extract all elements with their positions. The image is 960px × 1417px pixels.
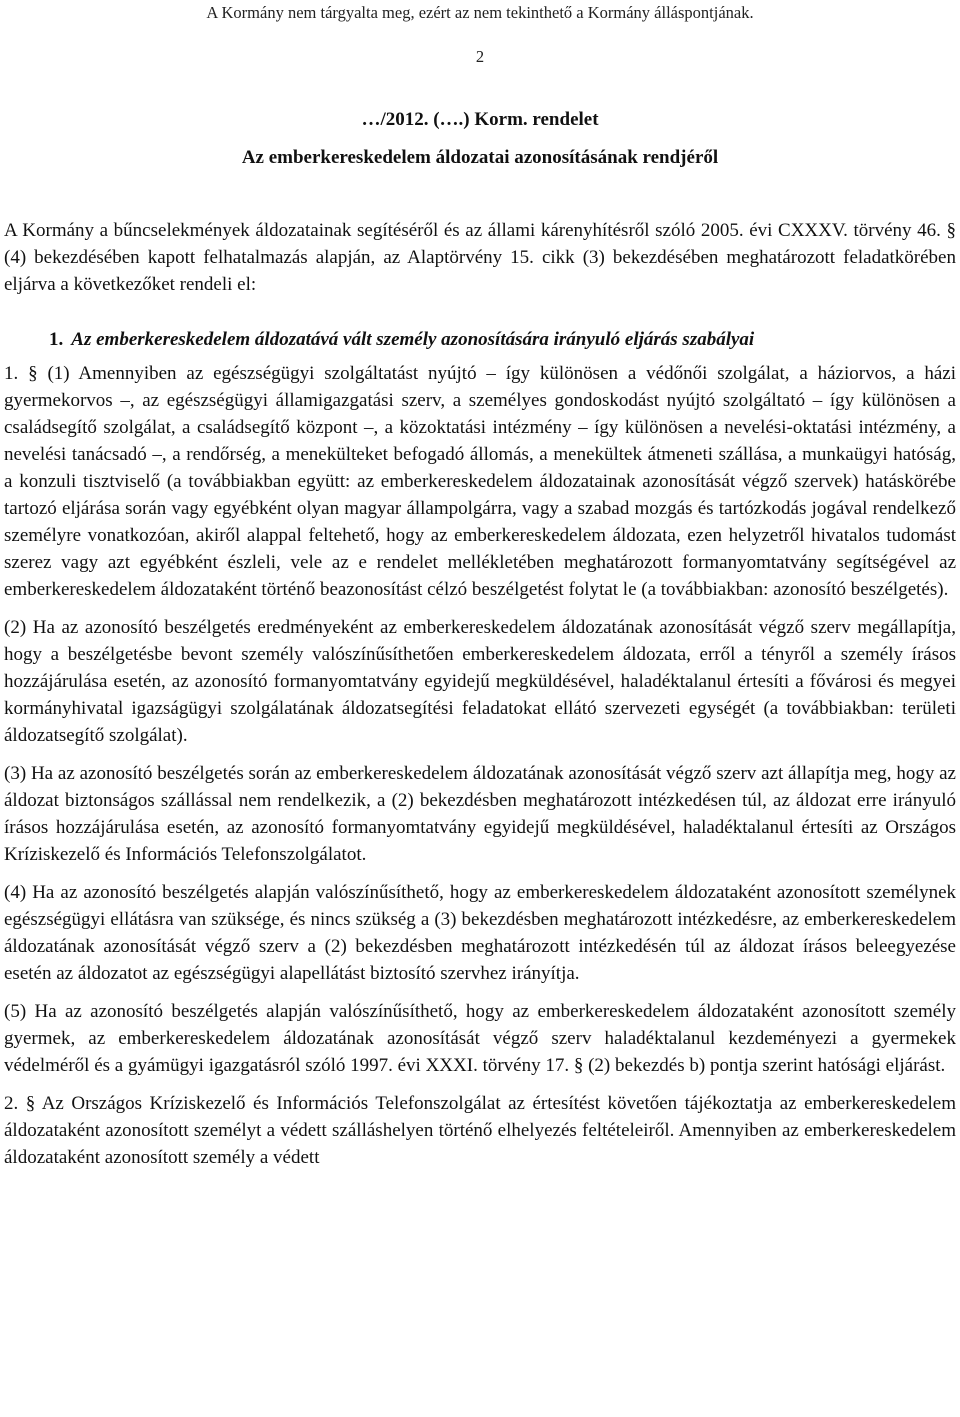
document-header-notice: A Kormány nem tárgyalta meg, ezért az nem tekinthető a Kormány álláspontjának. — [206, 3, 754, 22]
document-page — [4, 0, 956, 1171]
paragraph-1-3: (3) Ha az azonosító beszélgetés során az emberkereskedelem áldozatának azonosítását végző szerv azt állapítja meg, hogy az áldozat biztonságos szállással nem rendelkezik, a (2) bekezdésben meghatározott intézkedésen túl, az áldozat erre irányuló írásos hozzájárulása esetén, az azonosító formanyomtatvány egyidejű megküldésével, haladéktalanul értesíti az Országos Kríziskezelő és Információs Telefonszolgálatot. — [4, 763, 956, 865]
decree-subject-title: Az emberkereskedelem áldozatai azonosításának rendjéről — [241, 147, 719, 168]
decree-number-title: …/2012. (….) Korm. rendelet — [361, 109, 599, 130]
page-number: 2 — [475, 47, 485, 66]
section-heading — [4, 326, 956, 353]
section-heading-text: Az emberkereskedelem áldozatává vált személy azonosítására irányuló eljárás szabályai — [71, 329, 755, 350]
paragraph-1-1: 1. § (1) Amennyiben az egészségügyi szolgáltatást nyújtó – így különösen a védőnői szolgálat, a háziorvos, a házi gyermekorvos –, az egészségügyi államigazgatási szerv, a személyes gondoskodást nyújtó szolgáltató – így különösen a családsegítő szolgálat, a családsegítő központ –, a közoktatási intézmény – így különösen a nevelési-oktatási intézmény, a nevelési tanácsadó –, a rendőrség, a menekülteket befogadó állomás, a menekültek átmeneti szállása, a munkaügyi hatóság, a konzuli tisztviselő (a továbbiakban együtt: az emberkereskedelem áldozatainak azonosítását végző szervek) hatáskörébe tartozó eljárása során vagy egyébként olyan magyar állampolgárra, vagy a szabad mozgás és tartózkodás jogával rendelkező személyre vonatkozóan, akiről alappal feltehető, hogy az emberkereskedelem áldozata, ezen helyzetről hivatalos tudomást szerez vagy azt egyébként észleli, vele az e rendelet mellékletében meghatározott formanyomtatvány segítségével az emberkereskedelem áldozataként történő beazonosítást célzó beszélgetést folytat le (a továbbiakban: azonosító beszélgetés). — [4, 363, 956, 600]
paragraph-1-5: (5) Ha az azonosító beszélgetés alapján valószínűsíthető, hogy az emberkereskedelem áldozataként azonosított személy gyermek, az emberkereskedelem áldozatának azonosítását végző szerv haladéktalanul kezdeményezi a gyermekek védelméről és a gyámügyi igazgatásról szóló 1997. évi XXXI. törvény 17. § (2) bekezdés b) pontja szerint hatósági eljárást. — [4, 1001, 956, 1076]
paragraph-1-2: (2) Ha az azonosító beszélgetés eredményeként az emberkereskedelem áldozatának azonosítását végző szerv megállapítja, hogy a beszélgetésbe bevont személy valószínűsíthetően emberkereskedelem áldozata, erről a tényről a személy írásos hozzájárulása esetén, az azonosító formanyomtatvány egyidejű megküldésével, haladéktalanul értesíti a fővárosi és megyei kormányhivatal igazságügyi szolgálatának áldozatsegítési feladatokat ellátó szervezeti egységét (a továbbiakban: területi áldozatsegítő szolgálat). — [4, 617, 956, 746]
preamble-paragraph: A Kormány a bűncselekmények áldozatainak segítéséről és az állami kárenyhítésről szóló 2005. évi CXXXV. törvény 46. § (4) bekezdésében kapott felhatalmazás alapján, az Alaptörvény 15. cikk (3) bekezdésében meghatározott feladatkörében eljárva a következőket rendeli el: — [4, 220, 956, 295]
paragraph-1-4: (4) Ha az azonosító beszélgetés alapján valószínűsíthető, hogy az emberkereskedelem áldozataként azonosított személynek egészségügyi ellátásra van szüksége, és nincs szükség a (3) bekezdésben meghatározott intézkedésre, az emberkereskedelem áldozatának azonosítását végző szerv a (2) bekezdésben meghatározott intézkedésén túl az áldozat írásos beleegyezése esetén az áldozatot az egészségügyi alapellátást biztosító szervhez irányítja. — [4, 882, 956, 984]
paragraph-2: 2. § Az Országos Kríziskezelő és Információs Telefonszolgálat az értesítést követően tájékoztatja az emberkereskedelem áldozataként azonosított személyt a védett szálláshelyen történő elhelyezés feltételeiről. Amennyiben az emberkereskedelem áldozataként azonosított személy a védett — [4, 1093, 956, 1168]
section-number: 1. — [49, 329, 64, 350]
